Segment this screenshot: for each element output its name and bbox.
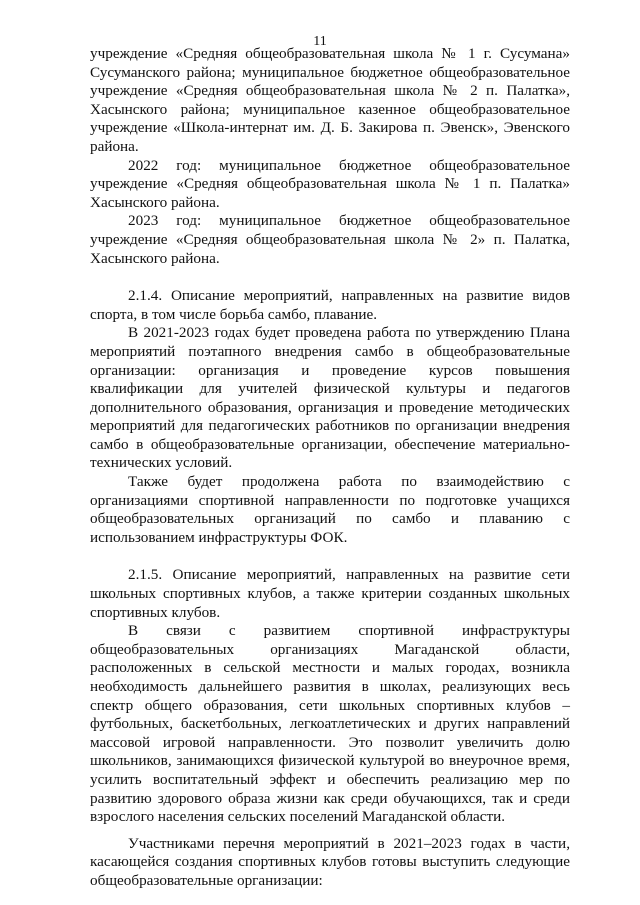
page-number: 11	[313, 34, 327, 49]
paragraph-sports-infrastructure: В связи с развитием спортивной инфраструктуры общеобразовательных организациях Магаданской области, расположенных в сельской местности и малых городах, возникла необходимость дальнейшего развития в школах, реализующих весь спектр общего образования, сети школьных спортивных клубов – футбольных, баскетбольных, легкоатлетических и других направлений массовой игровой направленности. Это позволит увеличить долю школьников, занимающихся физической культурой во внеурочное время, усилить воспитательный эффект и обеспечить реализацию мер по развитию здорового образа жизни как среди обучающихся, так и среди взрослого населения сельских поселений Магаданской области.	[90, 622, 570, 826]
paragraph-participants: Участниками перечня мероприятий в 2021–2023 годах в части, касающейся создания спортивных клубов готовы выступить следующие общеобразовательные организации:	[90, 834, 570, 889]
paragraph-schools-list: учреждение «Средняя общеобразовательная школа № 1 г. Сусумана» Сусуманского района; муниципальное бюджетное общеобразовательное учреждение «Средняя общеобразовательная школа № 2 п. Палатка», Хасынского района; муниципальное казенное общеобразовательное учреждение «Школа-интернат им. Д. Б. Закирова п. Эвенск», Эвенского района.	[90, 45, 570, 155]
paragraph-fok-cooperation: Также будет продолжена работа по взаимодействию с организациями спортивной направленности по подготовке учащихся общеобразовательных организаций по самбо и плаванию с использованием инфраструктуры ФОК.	[90, 473, 570, 546]
section-heading-2-1-5: 2.1.5. Описание мероприятий, направленных на развитие сети школьных спортивных клубов, а также критерии созданных школьных спортивных клубов.	[90, 566, 570, 621]
section-heading-2-1-4: 2.1.4. Описание мероприятий, направленных на развитие видов спорта, в том числе борьба самбо, плавание.	[90, 287, 570, 323]
paragraph-sambo-plan: В 2021-2023 годах будет проведена работа по утверждению Плана мероприятий поэтапного внедрения самбо в общеобразовательные организации: организация и проведение курсов повышения квалификации для учителей физической культуры и педагогов дополнительного образования, организация и проведение методических мероприятий для педагогических работников по организации внедрения самбо в общеобразовательные организации, обеспечение материально-технических условий.	[90, 324, 570, 472]
paragraph-year-2022: 2022 год: муниципальное бюджетное общеобразовательное учреждение «Средняя общеобразовательная школа № 1 п. Палатка» Хасынского района.	[90, 156, 570, 211]
document-body	[90, 45, 570, 891]
paragraph-year-2023: 2023 год: муниципальное бюджетное общеобразовательное учреждение «Средняя общеобразовательная школа № 2» п. Палатка, Хасынского района.	[90, 212, 570, 267]
